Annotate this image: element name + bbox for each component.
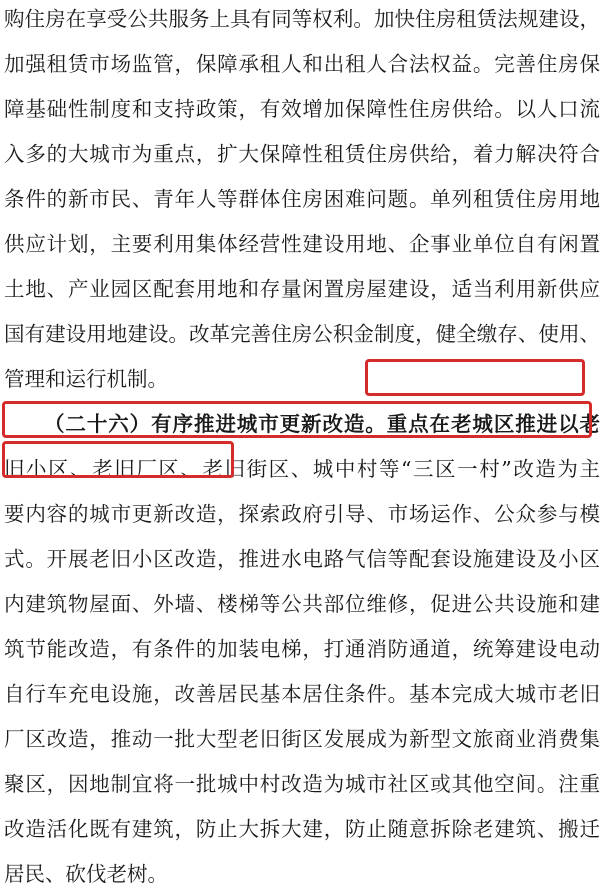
- text-line: 要内容的城市更新改造，探索政府引导、市场运作、公众参与模: [4, 502, 600, 526]
- text-line: 居民、砍伐老树。: [4, 862, 168, 886]
- text-line: 供应计划，主要利用集体经营性建设用地、企事业单位自有闲置: [4, 232, 600, 256]
- text-line: 入多的大城市为重点，扩大保障性租赁住房供给，着力解决符合: [4, 142, 600, 166]
- text-line: 管理和运行机制。: [4, 367, 168, 391]
- text-line: 自行车充电设施，改善居民基本居住条件。基本完成大城市老旧: [4, 682, 600, 706]
- text-line: 筑节能改造，有条件的加装电梯，打通消防通道，统筹建设电动: [4, 637, 600, 661]
- text-line: 购住房在享受公共服务上具有同等权利。加快住房租赁法规建设，: [4, 7, 600, 31]
- text-line: 障基础性制度和支持政策，有效增加保障性住房供给。以人口流: [4, 97, 600, 121]
- text-line: 加强租赁市场监管，保障承租人和出租人合法权益。完善住房保: [4, 52, 600, 76]
- text-line: 土地、产业园区配套用地和存量闲置房屋建设，适当利用新供应: [4, 277, 600, 301]
- section-heading-26: （二十六）有序推进城市更新改造。重点在老城区推进以老: [44, 412, 600, 436]
- text-line: 聚区，因地制宜将一批城中村改造为城市社区或其他空间。注重: [4, 772, 600, 796]
- text-line: 条件的新市民、青年人等群体住房困难问题。单列租赁住房用地: [4, 187, 600, 211]
- text-line: 旧小区、老旧厂区、老旧街区、城中村等“三区一村”改造为主: [4, 457, 600, 481]
- text-line: 内建筑物屋面、外墙、楼梯等公共部位维修，促进公共设施和建: [4, 592, 600, 616]
- text-line: 式。开展老旧小区改造，推进水电路气信等配套设施建设及小区: [4, 547, 600, 571]
- text-line: 国有建设用地建设。改革完善住房公积金制度，健全缴存、使用、: [4, 322, 600, 346]
- text-line: 厂区改造，推动一批大型老旧街区发展成为新型文旅商业消费集: [4, 727, 600, 751]
- text-line: 改造活化既有建筑，防止大拆大建，防止随意拆除老建筑、搬迁: [4, 817, 600, 841]
